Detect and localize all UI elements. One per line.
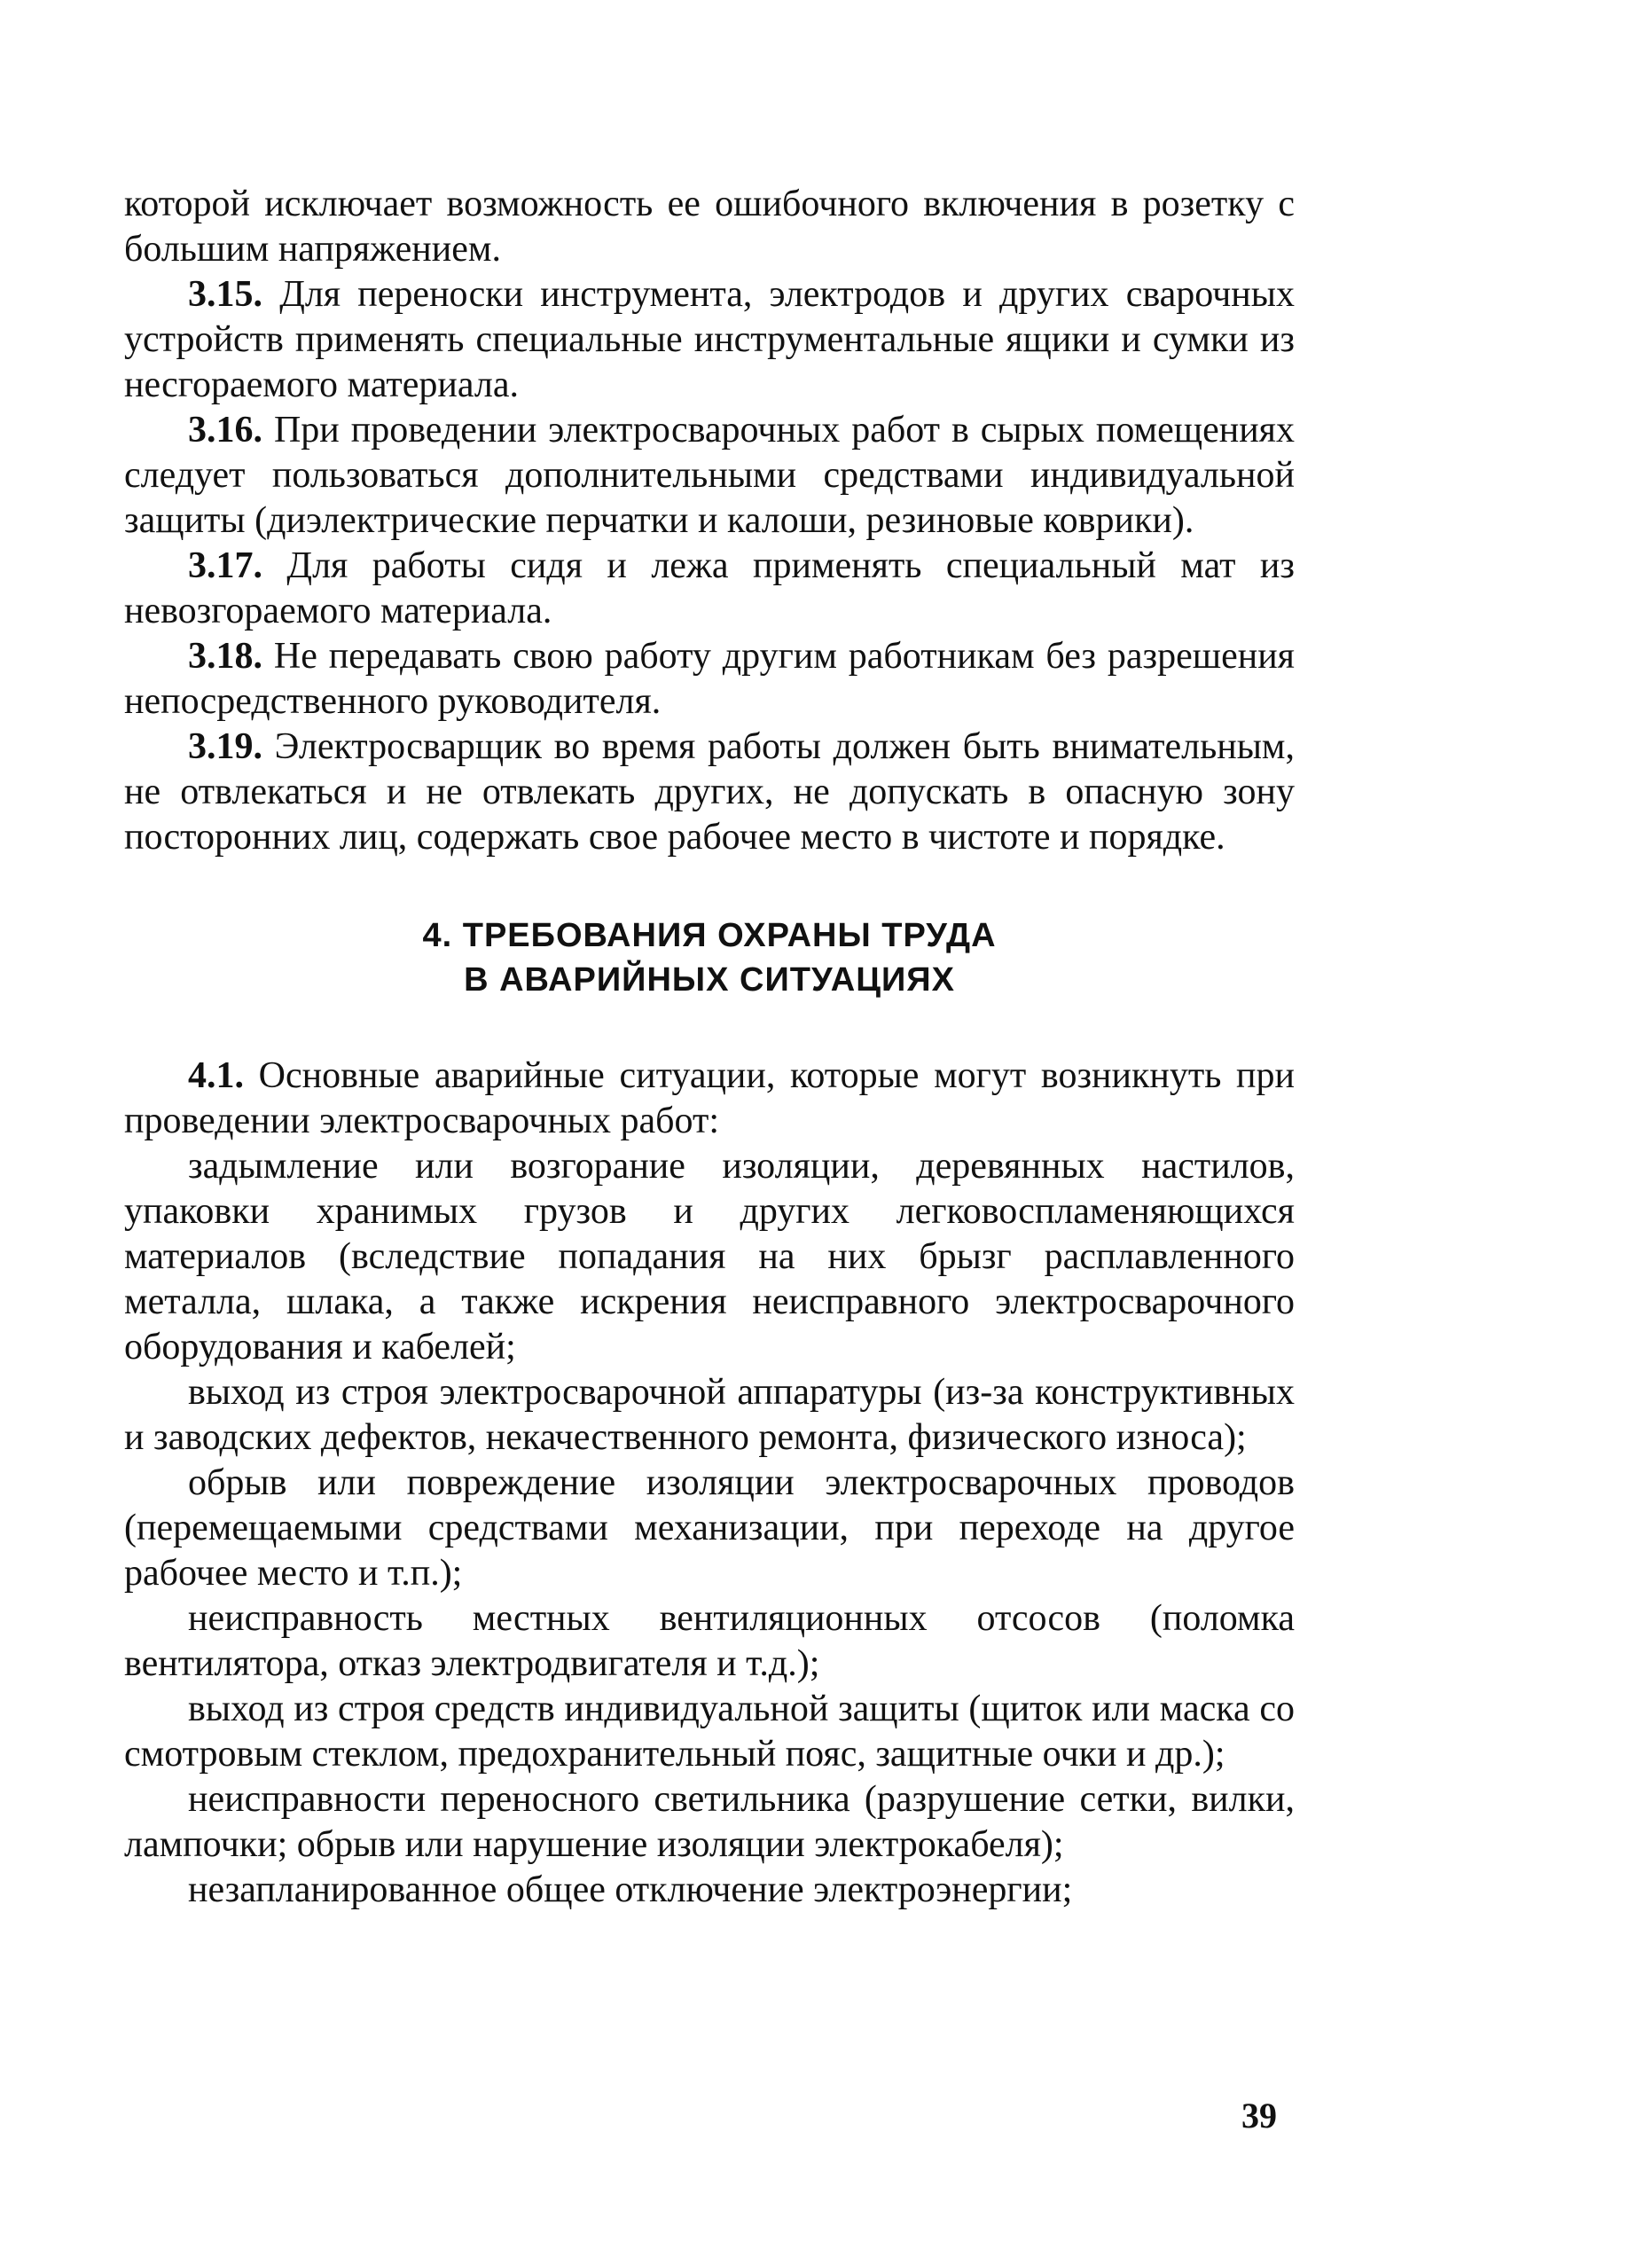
section-heading — [124, 913, 1295, 1002]
paragraph-text: выход из строя средств индивидуальной защиты (щиток или маска со смотровым стеклом, предохранительный пояс, защитные очки и др.); — [124, 1689, 1295, 1775]
paragraph-number: 3.19. — [188, 726, 262, 767]
paragraph — [124, 182, 1295, 272]
paragraph-text: Основные аварийные ситуации, которые могут возникнуть при проведении электросварочных работ: — [124, 1055, 1295, 1141]
paragraph-text: Электросварщик во время работы должен быть внимательным, не отвлекаться и не отвлекать других, не допускать в опасную зону посторонних лиц, содержать свое рабочее место в чистоте и порядке. — [124, 726, 1295, 858]
page-number: 39 — [1241, 2096, 1277, 2135]
paragraph-number: 3.15. — [188, 274, 262, 315]
text-block-emergency-situations — [124, 1054, 1295, 1913]
section-heading-line-2: В АВАРИЙНЫХ СИТУАЦИЯХ — [464, 961, 955, 999]
paragraph — [124, 1687, 1295, 1777]
paragraph-number: 4.1. — [188, 1055, 244, 1096]
section-heading-line-1: 4. ТРЕБОВАНИЯ ОХРАНЫ ТРУДА — [422, 917, 997, 954]
paragraph-text: Для работы сидя и лежа применять специальный мат из невозгораемого материала. — [124, 545, 1295, 631]
paragraph-number: 3.16. — [188, 410, 262, 451]
document-page — [124, 182, 1295, 1913]
paragraph-number: 3.18. — [188, 636, 262, 677]
paragraph — [124, 1596, 1295, 1687]
paragraph-text: Для переноски инструмента, электродов и других сварочных устройств применять специальные инструментальные ящики и сумки из несгораемого материала. — [124, 274, 1295, 405]
paragraph — [124, 1777, 1295, 1868]
paragraph — [124, 725, 1295, 860]
paragraph — [124, 634, 1295, 725]
paragraph-text: При проведении электросварочных работ в сырых помещениях следует пользоваться дополнительными средствами индивидуальной защиты (диэлектрические перчатки и калоши, резиновые коврики). — [124, 410, 1295, 541]
paragraph-text: Не передавать свою работу другим работникам без разрешения непосредственного руководителя. — [124, 636, 1295, 722]
paragraph-number: 3.17. — [188, 545, 262, 586]
paragraph — [124, 1868, 1295, 1913]
paragraph — [124, 1054, 1295, 1144]
paragraph — [124, 272, 1295, 408]
paragraph-text: выход из строя электросварочной аппаратуры (из-за конструктивных и заводских дефектов, некачественного ремонта, физического износа); — [124, 1372, 1295, 1458]
paragraph-text: которой исключает возможность ее ошибочного включения в розетку с большим напряжением. — [124, 184, 1295, 270]
paragraph — [124, 544, 1295, 634]
paragraph-text: неисправность местных вентиляционных отсосов (поломка вентилятора, отказ электродвигателя и т.д.); — [124, 1598, 1295, 1684]
paragraph-text: неисправности переносного светильника (разрушение сетки, вилки, лампочки; обрыв или нарушение изоляции электрокабеля); — [124, 1779, 1295, 1865]
paragraph — [124, 408, 1295, 544]
paragraph — [124, 1461, 1295, 1596]
paragraph-text: задымление или возгорание изоляции, деревянных настилов, упаковки хранимых грузов и других легковоспламеняющихся материалов (вследствие попадания на них брызг расплавленного металла, шлака, а также искрения неисправного электросварочного оборудования и кабелей; — [124, 1146, 1295, 1367]
paragraph-text: обрыв или повреждение изоляции электросварочных проводов (перемещаемыми средствами механизации, при переходе на другое рабочее место и т.п.); — [124, 1462, 1295, 1594]
paragraph — [124, 1370, 1295, 1461]
paragraph — [124, 1144, 1295, 1370]
paragraph-text: незапланированное общее отключение электроэнергии; — [188, 1869, 1073, 1910]
text-block-safety-rules — [124, 182, 1295, 860]
